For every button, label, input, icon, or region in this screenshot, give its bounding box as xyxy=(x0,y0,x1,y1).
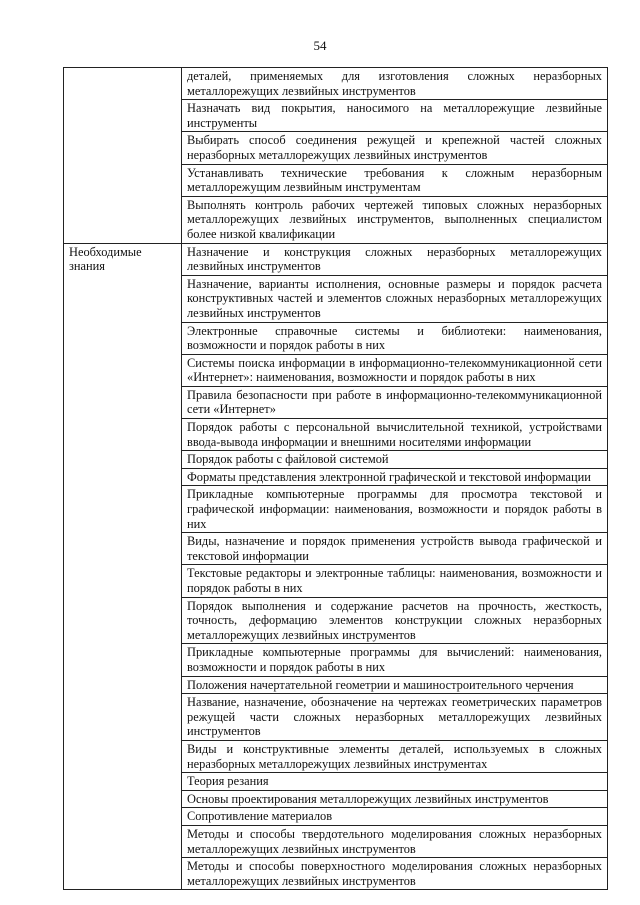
knowledge-item: Порядок выполнения и содержание расчетов на прочность, жесткость, точность, деформацию элементов конструкции сложных неразборных металлорежущих лезвийных инструментов xyxy=(182,597,608,644)
knowledge-item: Положения начертательной геометрии и машиностроительного черчения xyxy=(182,676,608,694)
table-row xyxy=(64,243,608,275)
knowledge-table xyxy=(63,67,608,890)
knowledge-item: Электронные справочные системы и библиотеки: наименования, возможности и порядок работы в них xyxy=(182,322,608,354)
knowledge-item: Сопротивление материалов xyxy=(182,808,608,826)
ability-item: Устанавливать технические требования к сложным неразборным металлорежущим лезвийным инструментам xyxy=(182,164,608,196)
ability-item: деталей, применяемых для изготовления сложных неразборных металлорежущих лезвийных инструментов xyxy=(182,68,608,100)
knowledge-item: Правила безопасности при работе в информационно-телекоммуникационной сети «Интернет» xyxy=(182,386,608,418)
knowledge-item: Основы проектирования металлорежущих лезвийных инструментов xyxy=(182,790,608,808)
knowledge-item: Текстовые редакторы и электронные таблицы: наименования, возможности и порядок работы в них xyxy=(182,565,608,597)
knowledge-item: Методы и способы твердотельного моделирования сложных неразборных металлорежущих лезвийных инструментов xyxy=(182,825,608,857)
knowledge-item: Прикладные компьютерные программы для вычислений: наименования, возможности и порядок работы в них xyxy=(182,644,608,676)
knowledge-item: Прикладные компьютерные программы для просмотра текстовой и графической информации: наименования, возможности и порядок работы в них xyxy=(182,486,608,533)
knowledge-item: Виды и конструктивные элементы деталей, используемых в сложных неразборных металлорежущих лезвийных инструментах xyxy=(182,740,608,772)
knowledge-item: Назначение и конструкция сложных неразборных металлорежущих лезвийных инструментов xyxy=(182,243,608,275)
ability-item: Выбирать способ соединения режущей и крепежной частей сложных неразборных металлорежущих лезвийных инструментов xyxy=(182,132,608,164)
knowledge-item: Название, назначение, обозначение на чертежах геометрических параметров режущей части сложных неразборных металлорежущих лезвийных инструментов xyxy=(182,694,608,741)
ability-item: Выполнять контроль рабочих чертежей типовых сложных неразборных металлорежущих лезвийных инструментов, выполненных специалистом более низкой квалификации xyxy=(182,196,608,243)
knowledge-item: Назначение, варианты исполнения, основные размеры и порядок расчета конструктивных частей и элементов сложных неразборных металлорежущих лезвийных инструментов xyxy=(182,275,608,322)
knowledge-item: Системы поиска информации в информационно-телекоммуникационной сети «Интернет»: наименования, возможности и порядок работы в них xyxy=(182,354,608,386)
abilities-label-cell xyxy=(64,68,182,244)
knowledge-item: Методы и способы поверхностного моделирования сложных неразборных металлорежущих лезвийных инструментов xyxy=(182,858,608,890)
page-number: 54 xyxy=(313,38,327,53)
knowledge-item: Форматы представления электронной графической и текстовой информации xyxy=(182,468,608,486)
table-row xyxy=(64,68,608,100)
ability-item: Назначать вид покрытия, наносимого на металлорежущие лезвийные инструменты xyxy=(182,100,608,132)
knowledge-item: Теория резания xyxy=(182,773,608,791)
knowledge-item: Виды, назначение и порядок применения устройств вывода графической и текстовой информации xyxy=(182,533,608,565)
knowledge-item: Порядок работы с файловой системой xyxy=(182,451,608,469)
knowledge-item: Порядок работы с персональной вычислительной техникой, устройствами ввода-вывода информации и внешними носителями информации xyxy=(182,419,608,451)
knowledge-label: Необходимые знания xyxy=(64,243,182,890)
